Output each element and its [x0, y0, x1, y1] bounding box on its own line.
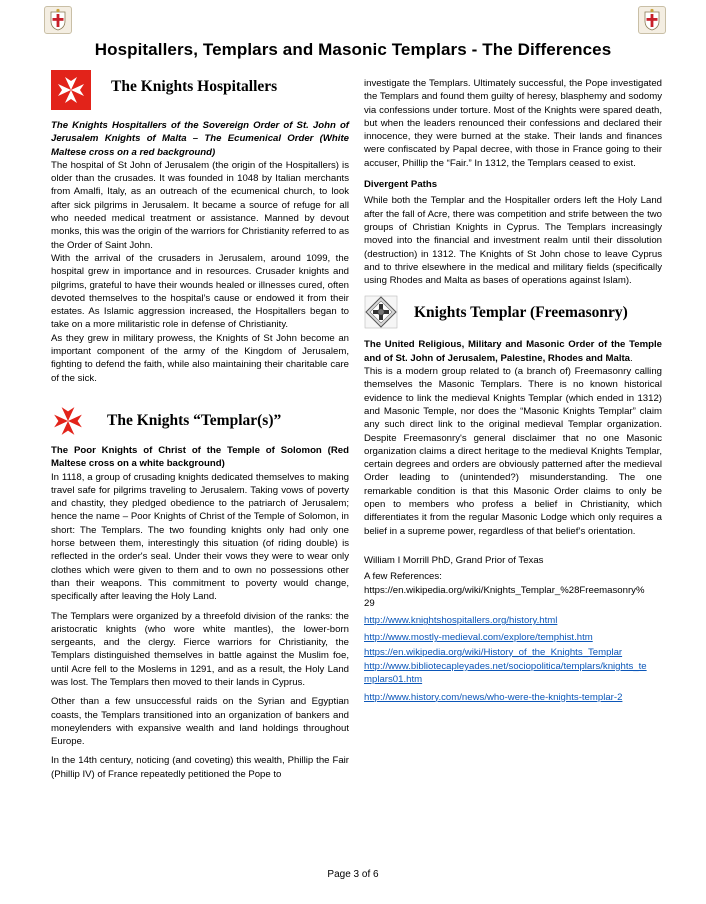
templars-subtitle: The Poor Knights of Christ of the Temple of Solomon (Red Maltese cross on a white background) [51, 444, 349, 470]
masonic-header [364, 295, 662, 329]
templars-paragraph: In the 14th century, noticing (and coveting) this wealth, Phillip the Fair (Phillip IV) of France repeatedly petitioned the Pope to [51, 755, 349, 780]
masonic-templar-emblem-icon [364, 295, 398, 329]
templars-paragraph: In 1118, a group of crusading knights dedicated themselves to making travel safe for pilgrims traveling to Jerusalem. Taking vows of poverty and chastity, they pledged obedience to the patriarch of Jerusalem; hence the name – Poor Knights of Christ of the Temple of Solomon, in short: The Templars. The two founding knights only had only one horse between them, interestingly this situation (of riding double) is reflected in the order's seal. Under their vows they were to wear only clothes which were given to them and to own no possessions other than their weapons. This commitment to poverty would change, specifically after leaving the Holy Land. [51, 471, 349, 603]
reference-link[interactable]: http://www.mostly-medieval.com/explore/temphist.htm [364, 632, 593, 644]
templars-heading: The Knights “Templar(s)” [107, 412, 282, 430]
divergent-paragraph: While both the Templar and the Hospitaller orders left the Holy Land after the fall of Acre, there was competition and strife between the two groups of Christian Knights in Cyprus. The Templars increasingly moved into the financial and investment realm until their dissolution (destruction) in 1312. The Knights of St John chose to leave Cyprus and to thrive elsewhere in the medical and military fields (specifically using Rhodes and Malta as bases of operations against Islam). [364, 195, 662, 287]
templars-paragraph: Other than a few unsuccessful raids on the Syrian and Egyptian coasts, the Templars transitioned into an organization of bankers and moneylenders with expansive wealth and land holdings throughout Europe. [51, 696, 349, 748]
references-heading: A few References: [364, 571, 442, 583]
maltese-cross-red-icon [51, 404, 85, 438]
seal-left-icon [44, 6, 72, 34]
templars-paragraph-continued: investigate the Templars. Ultimately successful, the Pope investigated the Templars and found them guilty of heresy, blasphemy and sodomy via confessions under torture. Most of the Knights were spared death, but when the leaders renounced their confessions and declared their innocence, they were burned at the stake. Their lands and finances were confiscated by Papal decree, with those in France going to their accuser, Phillip the “Fair.” In 1312, the Templars ceased to exist. [364, 78, 662, 169]
hospitallers-paragraph: As they grew in military prowess, the Knights of St John become an important component of the army of the Kingdom of Jerusalem, fighting to defend the faith, while also maintaining their charitable care of the sick. [51, 332, 349, 384]
hospitallers-heading: The Knights Hospitallers [111, 78, 278, 96]
hospitallers-subtitle: The Knights Hospitallers of the Sovereign Order of St. John of Jerusalem Knights of Malta – The Ecumenical Order (White Maltese cross on a red background) [51, 120, 349, 158]
masonic-paragraph: This is a modern group related to (a branch of) Freemasonry calling themselves the Masonic Templars. There is no known historical evidence to link the medieval Knights Templar (which ended in 1312) and Masonic Temple, nor does the “Masonic Knights Templar” claim any such direct link to the original medieval Templar organization. Despite Freemasonry's general disclaimer that no one Masonic organization claims a direct heritage to the medieval Knights Templar, certain degrees and orders are obviously patterned after the medieval Order leading to (unintended?) misunderstanding. The one remarkable condition is that this Masonic Order claims to only be open to members who profess a belief in Christianity, which differentiates it from the regular Masonic Lodge which only requires a belief in a supreme power, regardless of that belief’s orientation. [364, 366, 662, 537]
templars-header [51, 404, 349, 438]
page-title: Hospitallers, Templars and Masonic Templars - The Differences [94, 40, 612, 59]
reference-text: https://en.wikipedia.org/wiki/Knights_Templar_%28Freemasonry%29 [364, 584, 645, 609]
reference-link[interactable]: http://www.bibliotecapleyades.net/sociopolitica/templars/knights_templars01.htm [364, 660, 647, 686]
right-column [364, 77, 662, 704]
reference-link[interactable]: https://en.wikipedia.org/wiki/History_of_the_Knights_Templar [364, 646, 623, 658]
templars-paragraph: The Templars were organized by a threefold division of the ranks: the aristocratic knights (who wore white mantles), the lower-born sergeants, and the clergy. Fierce warriors for Christianity, the Templars distinguished themselves in battle against the Muslim foe, until Acre fell to the Moslems in 1291, and as a result, the Holy Land was lost. The Templars then moved to their lands in Cyprus. [51, 610, 349, 688]
hospitallers-paragraph: With the arrival of the crusaders in Jerusalem, around 1099, the hospital grew in importance and in resources. Crusader knights and pilgrims, grateful to have their wounds healed or illnesses cured, often devoted themselves to the hospital’s cause or endowed it from their estates. As Islamic aggression increased, the Hospitallers began to take on a more militaristic role in defense of Christianity. [51, 252, 349, 331]
maltese-cross-white-icon [51, 70, 91, 110]
left-column [51, 70, 349, 781]
author-signature: William I Morrill PhD, Grand Prior of Texas [364, 554, 544, 566]
masonic-subtitle: The United Religious, Military and Masonic Order of the Temple and of St. John of Jerusalem, Palestine, Rhodes and Malta. [364, 339, 662, 364]
seal-right-icon [638, 6, 666, 34]
divergent-heading: Divergent Paths [364, 179, 438, 191]
page-number: Page 3 of 6 [327, 869, 379, 880]
hospitallers-header [51, 70, 349, 110]
masonic-heading: Knights Templar (Freemasonry) [414, 303, 628, 321]
reference-link[interactable]: http://www.knightshospitallers.org/history.html [364, 615, 558, 627]
hospitallers-paragraph: The hospital of St John of Jerusalem (the origin of the Hospitallers) is older than the crusades. It was founded in 1048 by Italian merchants from Amalfi, Italy, as an outreach of the ecumenical church, to look after sick pilgrims in Jerusalem. It became a source of refuge for all who needed medical treatment or assistance. Manned by devout monks, this was the origin of the warriors for Christianity referred to as the Order of Saint John. [51, 159, 349, 251]
reference-link[interactable]: http://www.history.com/news/who-were-the-knights-templar-2 [364, 691, 623, 703]
